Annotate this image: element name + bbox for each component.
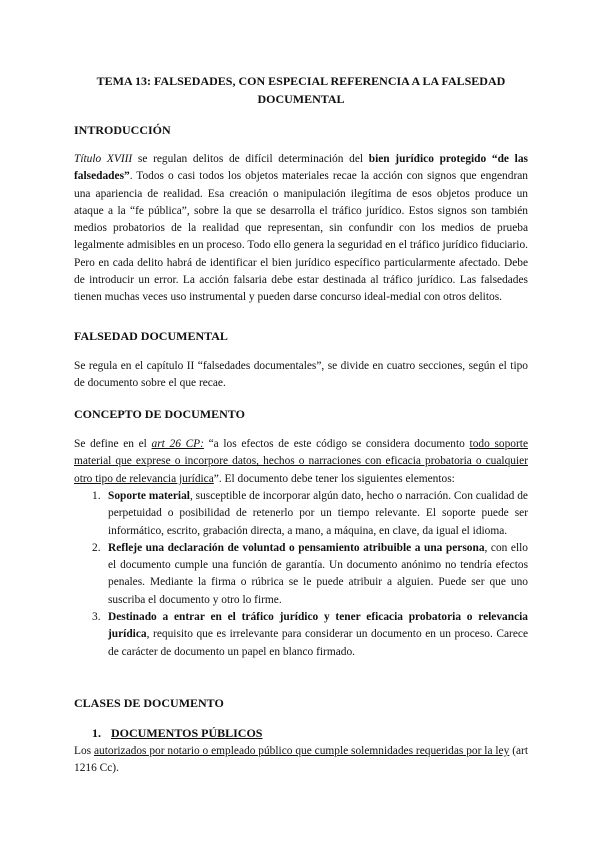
list-item: 3. Destinado a entrar en el tráfico jurídico y tener eficacia probatoria o relevancia jurídica, requisito que es irrelevante para considerar un documento en un proceso. Carece de carácter de documento un papel en blanco firmado.	[92, 611, 528, 658]
list-item: 1. Soporte material, susceptible de incorporar algún dato, hecho o narración. Con cualidad de perpetuidad o posibilidad de retenerlo por un tiempo relevante. El soporte puede ser informático, escrito, grabación directa, a mano, a máquina, en clave, da igual el idioma.	[92, 490, 528, 537]
paragraph-introduccion: Título XVIII se regulan delitos de difícil determinación del bien jurídico protegido “de las falsedades”. Todos o casi todos los objetos materiales recae la acción con signos que engendran una apariencia de realidad. Esa creación o manipulación ilegítima de esos objetos produce un ataque a la “fe pública”, sobre la que se desarrolla el tráfico jurídico. Estos signos son también medios probatorios de la realidad que representan, sin confundir con los medios de prueba legalmente admisibles en un proceso. Todo ello genera la seguridad en el tráfico jurídico fiduciario. Pero en cada delito habrá de identificar el bien jurídico específico particularmente afectado. Debe de introducir un error. La acción falsaria debe estar destinada al tráfico jurídico. Las falsedades tienen muchas veces uso instrumental y pueden darse concurso ideal-medial con otros delitos.	[74, 153, 528, 304]
paragraph-documentos-publicos: Los autorizados por notario o empleado público que cumple solemnidades requeridas por la ley (art 1216 Cc).	[74, 745, 529, 775]
page-title: TEMA 13: FALSEDADES, CON ESPECIAL REFERENCIA A LA FALSEDAD DOCUMENTAL	[96, 74, 506, 106]
paragraph-falsedad-documental: Se regula en el capítulo II “falsedades documentales”, se divide en cuatro secciones, según el tipo de documento sobre el que recae.	[74, 360, 528, 390]
list-item: 2. Refleje una declaración de voluntad o pensamiento atribuible a una persona, con ello el documento cumple una función de garantía. Un documento anónimo no tendría efectos penales. Mediante la firma o rúbrica se le puede atribuir a alguien. Puede ser que uno suscriba el documento y otro lo firme.	[92, 541, 528, 606]
elements-list	[74, 488, 528, 661]
heading-concepto-documento: CONCEPTO DE DOCUMENTO	[74, 407, 245, 421]
heading-clases-documento: CLASES DE DOCUMENTO	[74, 696, 224, 710]
section-documentos-publicos: 1. DOCUMENTOS PÚBLICOS	[92, 726, 263, 740]
article-reference-link: art 26 CP:	[151, 438, 204, 450]
bien-juridico-bold: bien jurídico protegido “de las falsedades”	[74, 153, 528, 183]
paragraph-concepto: Se define en el art 26 CP: “a los efectos de este código se considera documento todo soporte material que exprese o incorpore datos, hechos o narraciones con eficacia probatoria o cualquier otro tipo de relevancia jurídica”. El documento debe tener los siguientes elementos:	[74, 438, 529, 485]
heading-introduccion: INTRODUCCIÓN	[74, 123, 171, 137]
heading-falsedad-documental: FALSEDAD DOCUMENTAL	[74, 329, 228, 343]
titulo-reference: Título XVIII	[74, 153, 133, 165]
definition-underlined: todo soporte material que exprese o incorpore datos, hechos o narraciones con eficacia probatoria o cualquier otro tipo de relevancia jurídica	[74, 438, 529, 485]
